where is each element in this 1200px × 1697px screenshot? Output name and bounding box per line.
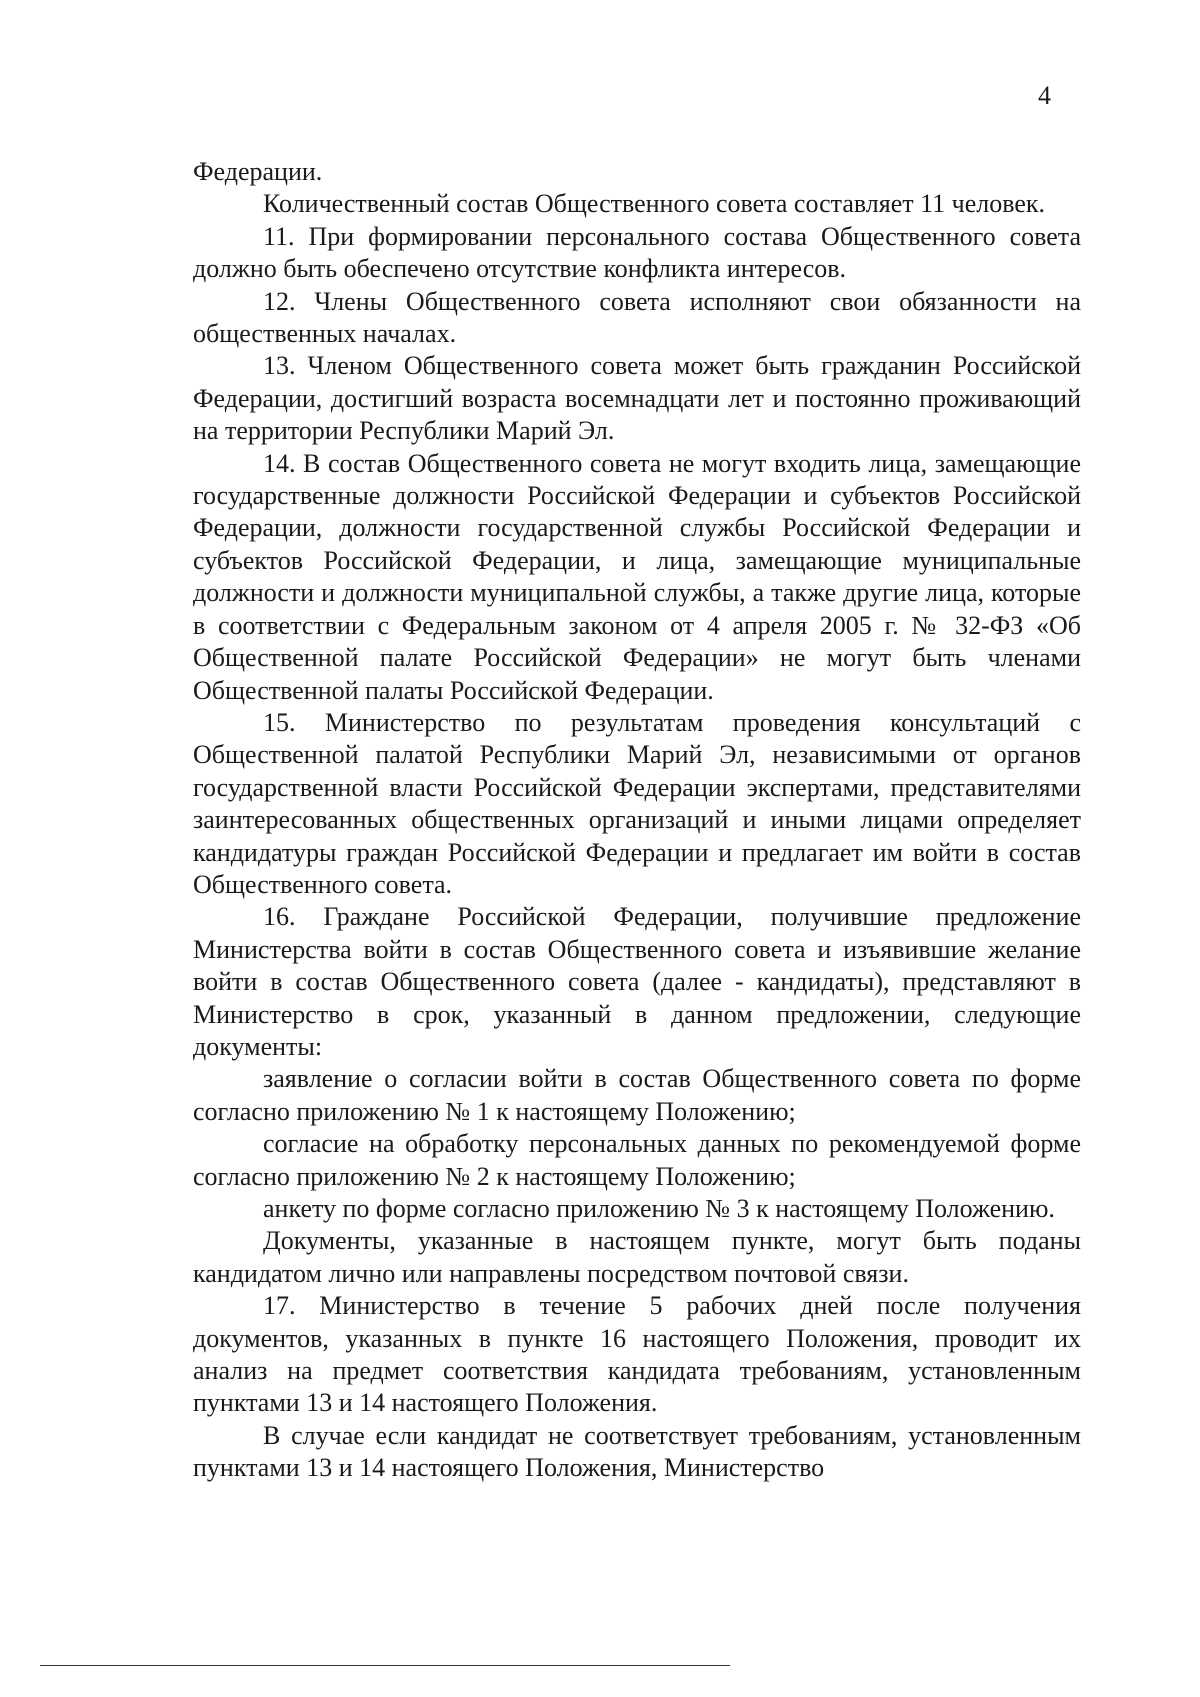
paragraph: заявление о согласии войти в состав Общественного совета по форме согласно приложению № 1 к настоящему Положению; bbox=[193, 1064, 1081, 1126]
document-body bbox=[193, 156, 1081, 1485]
paragraph: 13. Членом Общественного совета может быть гражданин Российской Федерации, достигший возраста восемнадцати лет и постоянно проживающий на территории Республики Марий Эл. bbox=[193, 351, 1081, 446]
page-number: 4 bbox=[1038, 81, 1051, 110]
paragraph: В случае если кандидат не соответствует требованиям, установленным пунктами 13 и 14 настоящего Положения, Министерство bbox=[193, 1420, 1081, 1483]
paragraph: Федерации. bbox=[193, 157, 323, 186]
paragraph: Количественный состав Общественного совета составляет 11 человек. bbox=[263, 189, 1046, 219]
paragraph: Документы, указанные в настоящем пункте, могут быть поданы кандидатом лично или направлены посредством почтовой связи. bbox=[193, 1226, 1081, 1288]
paragraph: 17. Министерство в течение 5 рабочих дней после получения документов, указанных в пункте 16 настоящего Положения, проводит их анализ на предмет соответствия кандидата требованиям, установленным пунктами 13 и 14 настоящего Положения. bbox=[193, 1291, 1081, 1418]
paragraph: анкету по форме согласно приложению № 3 к настоящему Положению. bbox=[263, 1194, 1055, 1223]
paragraph: 15. Министерство по результатам проведения консультаций с Общественной палатой Республики Марий Эл, независимыми от органов государственной власти Российской Федерации экспертами, представителями заинтересованных общественных организаций и иными лицами определяет кандидатуры граждан Российской Федерации и предлагает им войти в состав Общественного совета. bbox=[193, 707, 1081, 899]
paragraph: 16. Граждане Российской Федерации, получившие предложение Министерства войти в состав Общественного совета и изъявившие желание войти в состав Общественного совета (далее - кандидаты), представляют в Министерство в срок, указанный в данном предложении, следующие документы: bbox=[193, 902, 1081, 1061]
paragraph: 12. Члены Общественного совета исполняют свои обязанности на общественных началах. bbox=[193, 286, 1081, 349]
paragraph: 14. В состав Общественного совета не могут входить лица, замещающие государственные должности Российской Федерации и субъектов Российской Федерации, должности государственной службы Российской Федерации и субъектов Российской Федерации, и лица, замещающие муниципальные должности и должности муниципальной службы, а также другие лица, которые в соответствии с Федеральным законом от 4 апреля 2005 г. № 32-ФЗ «Об Общественной палате Российской Федерации» не могут быть членами Общественной палаты Российской Федерации. bbox=[193, 448, 1081, 705]
paragraph: 11. При формировании персонального состава Общественного совета должно быть обеспечено отсутствие конфликта интересов. bbox=[193, 221, 1081, 284]
paragraph: согласие на обработку персональных данных по рекомендуемой форме согласно приложению № 2 к настоящему Положению; bbox=[193, 1129, 1081, 1191]
footer-rule bbox=[40, 1665, 730, 1666]
